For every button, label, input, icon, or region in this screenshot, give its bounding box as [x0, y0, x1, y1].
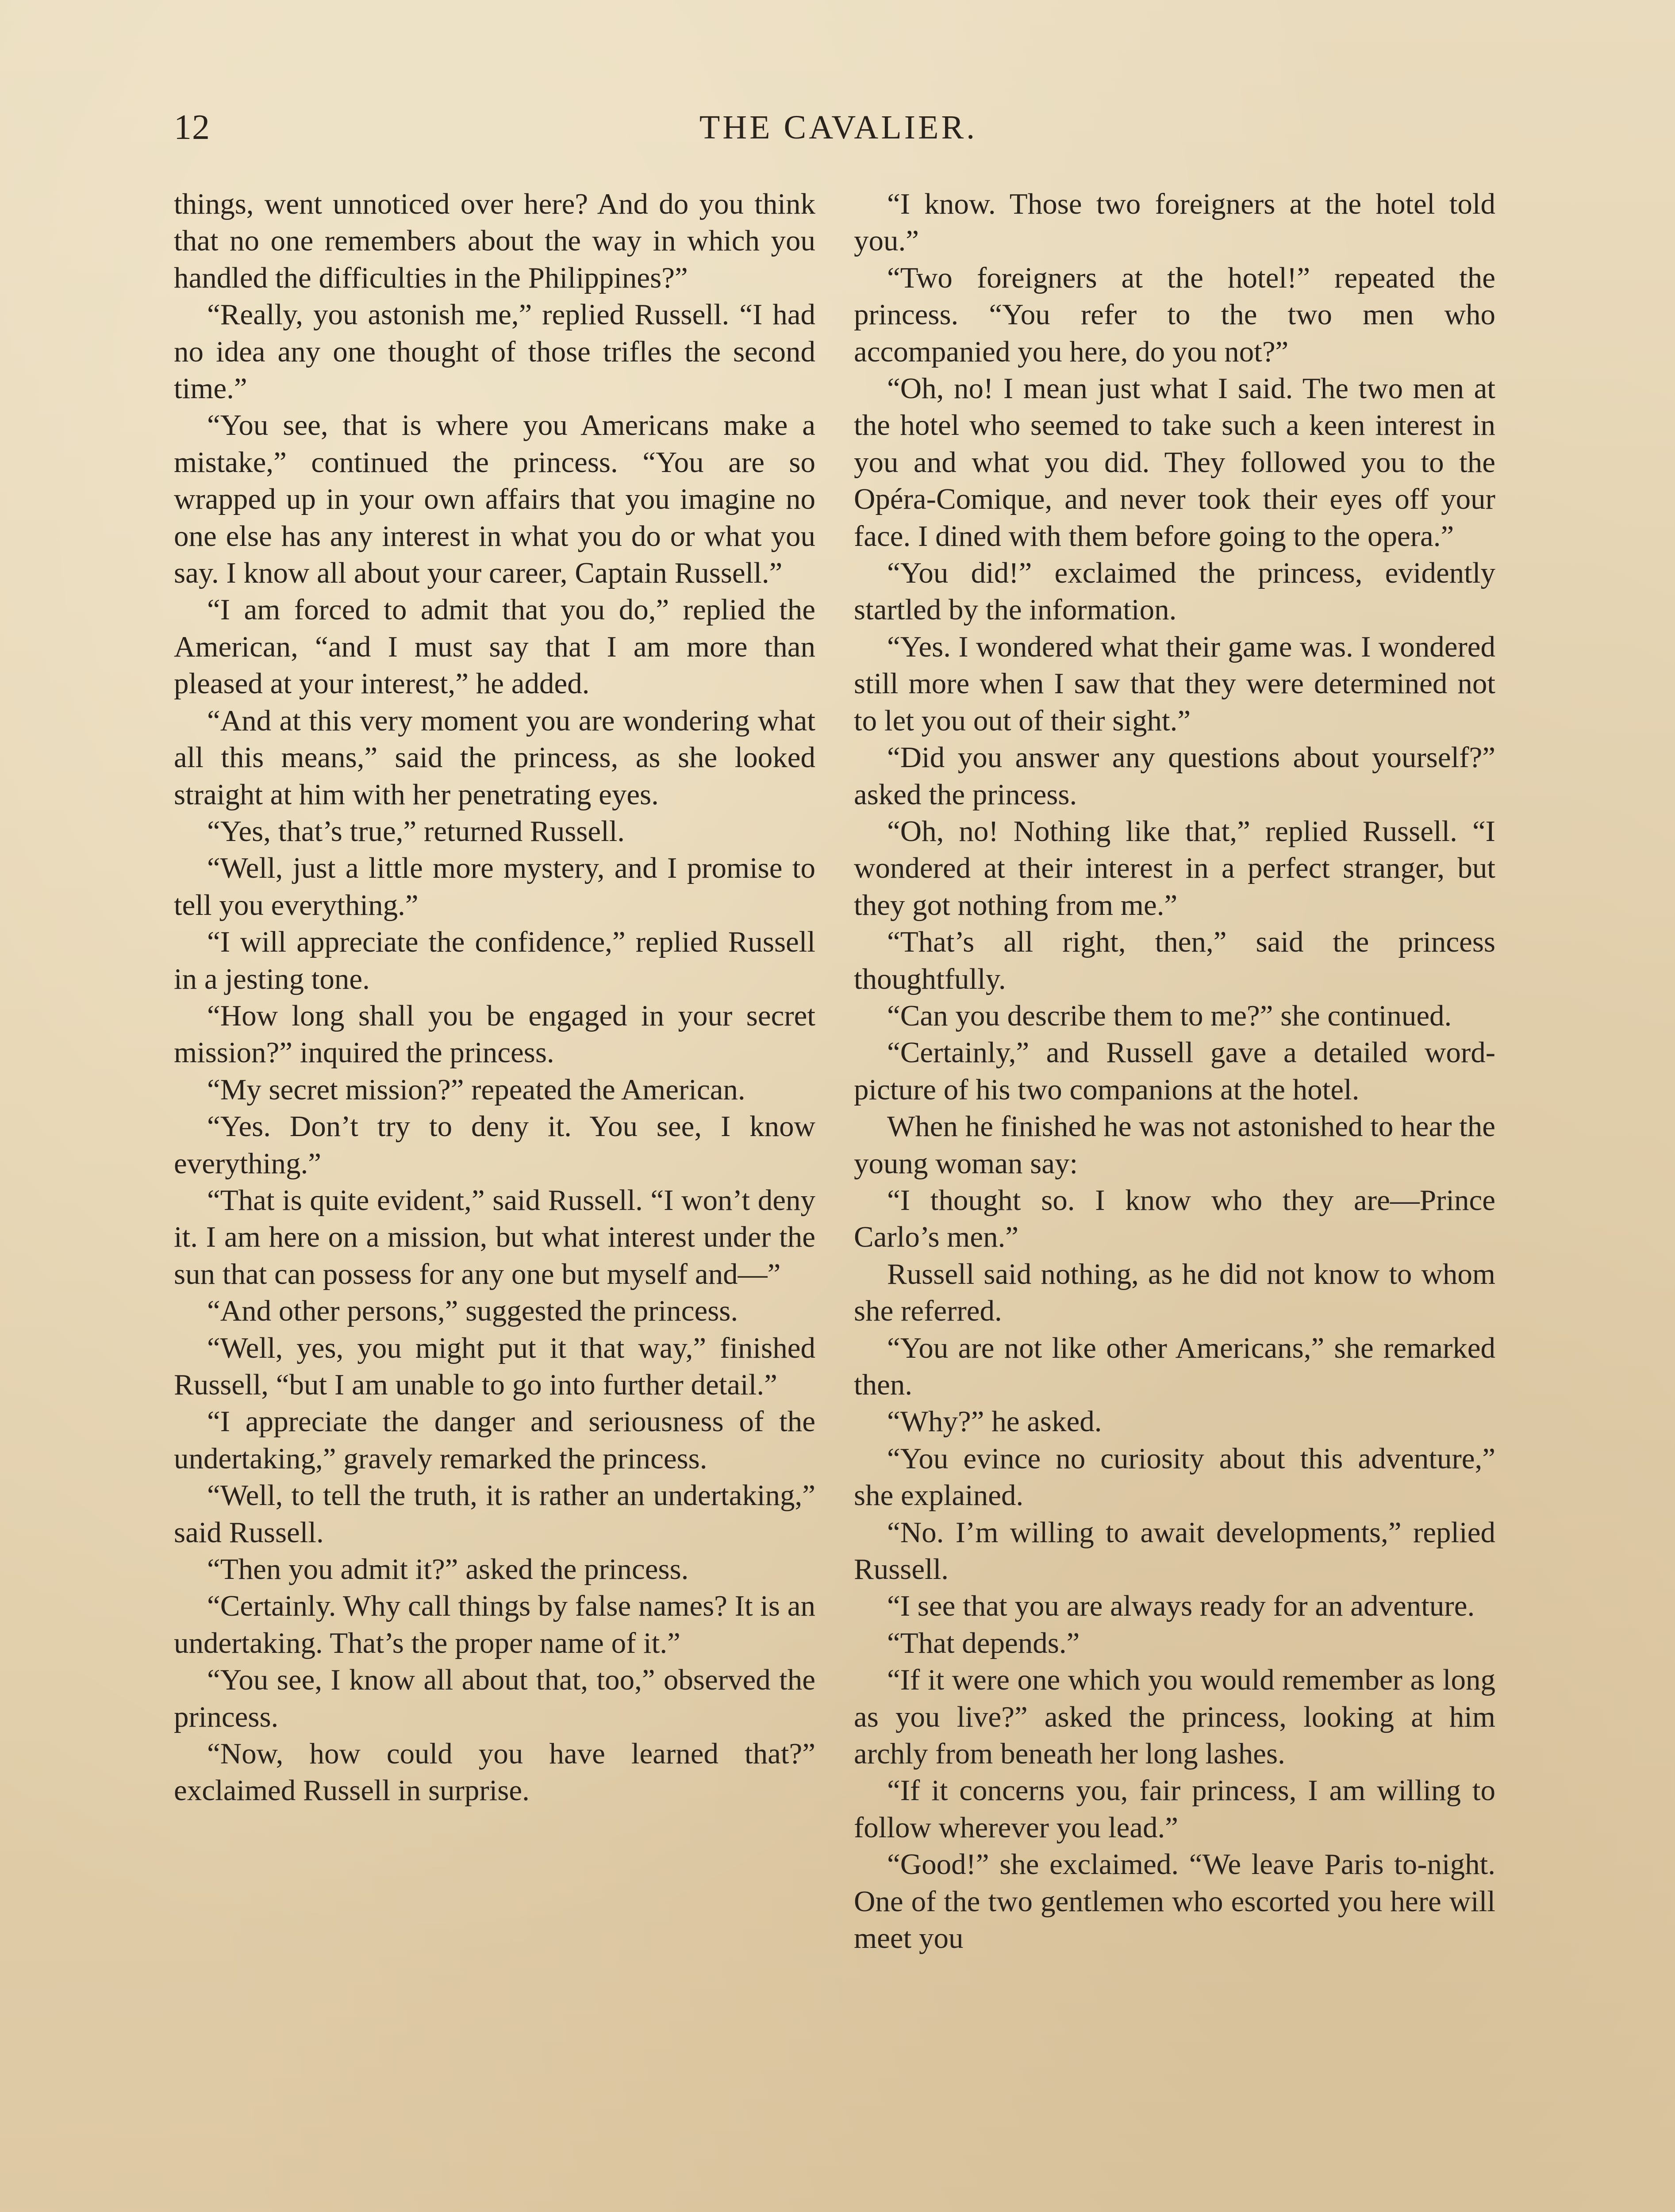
paragraph: “I see that you are always ready for an adventure.	[887, 1590, 1475, 1623]
paragraph: “My secret mission?” repeated the American.	[207, 1073, 745, 1106]
paragraph: “Yes. I wondered what their game was. I wondered still more when I saw that they were determined not to let you out of their sight.”	[854, 630, 1495, 737]
paragraph: “I thought so. I know who they are—Prince Carlo’s men.”	[854, 1183, 1495, 1254]
paragraph: “That depends.”	[887, 1626, 1080, 1659]
paragraph: “How long shall you be engaged in your secret mission?” inquired the princess.	[174, 999, 815, 1069]
paragraph: “No. I’m willing to await developments,” replied Russell.	[854, 1516, 1495, 1586]
paragraph: “I appreciate the danger and seriousness of the undertaking,” gravely remarked the princess.	[174, 1405, 815, 1475]
paragraph: “That’s all right, then,” said the princess thoughtfully.	[854, 926, 1495, 995]
paragraph: “Yes, that’s true,” returned Russell.	[207, 814, 625, 848]
paragraph: “Well, yes, you might put it that way,” finished Russell, “but I am unable to go into further detail.”	[174, 1331, 815, 1401]
paragraph: “And other persons,” suggested the princess.	[207, 1294, 738, 1328]
left-text-column	[174, 186, 815, 2212]
paragraph: things, went unnoticed over here? And do you think that no one remembers about the way in which you handled the difficulties in the Philippines?”	[174, 188, 815, 294]
paragraph: “Well, just a little more mystery, and I promise to tell you everything.”	[174, 852, 815, 922]
right-text-column	[854, 186, 1495, 2212]
paragraph: “That is quite evident,” said Russell. “I won’t deny it. I am here on a mission, but what interest under the sun that can possess for any one but myself and—”	[174, 1183, 815, 1290]
paragraph: “Can you describe them to me?” she continued.	[887, 999, 1452, 1032]
paragraph: “I am forced to admit that you do,” replied the American, “and I must say that I am more than pleased at your interest,” he added.	[174, 593, 815, 700]
paragraph: “You did!” exclaimed the princess, evidently startled by the information.	[854, 557, 1495, 626]
paragraph: “Certainly. Why call things by false names? It is an undertaking. That’s the proper name of it.”	[174, 1590, 815, 1659]
paragraph: “You see, I know all about that, too,” observed the princess.	[174, 1663, 815, 1733]
paragraph: “Well, to tell the truth, it is rather an undertaking,” said Russell.	[174, 1479, 815, 1549]
paragraph: “Now, how could you have learned that?” exclaimed Russell in surprise.	[174, 1737, 815, 1807]
paragraph: “Certainly,” and Russell gave a detailed word-picture of his two companions at the hotel.	[854, 1036, 1495, 1106]
paragraph: “If it concerns you, fair princess, I am willing to follow wherever you lead.”	[854, 1774, 1495, 1844]
page-number: 12	[174, 108, 210, 147]
paragraph: “Then you admit it?” asked the princess.	[207, 1553, 689, 1586]
paragraph: “Oh, no! Nothing like that,” replied Russell. “I wondered at their interest in a perfect stranger, but they got nothing from me.”	[854, 814, 1495, 922]
paragraph: “You see, that is where you Americans make a mistake,” continued the princess. “You are so wrapped up in your own affairs that you imagine no one else has any interest in what you do or what you say. I know all about your career, Captain Russell.”	[174, 409, 815, 590]
paragraph: “I will appreciate the confidence,” replied Russell in a jesting tone.	[174, 926, 815, 995]
paragraph: “Really, you astonish me,” replied Russell. “I had no idea any one thought of those trifles the second time.”	[174, 298, 815, 405]
paragraph: “Did you answer any questions about yourself?” asked the princess.	[854, 741, 1495, 811]
paragraph: “You evince no curiosity about this adventure,” she explained.	[854, 1442, 1495, 1512]
paragraph: “You are not like other Americans,” she remarked then.	[854, 1331, 1495, 1401]
paragraph: “And at this very moment you are wondering what all this means,” said the princess, as she looked straight at him with her penetrating eyes.	[174, 704, 815, 811]
paragraph: When he finished he was not astonished to hear the young woman say:	[854, 1110, 1495, 1180]
paragraph: Russell said nothing, as he did not know to whom she referred.	[854, 1257, 1495, 1328]
paragraph: “If it were one which you would remember as long as you live?” asked the princess, looking at him archly from beneath her long lashes.	[854, 1663, 1495, 1770]
paragraph: “I know. Those two foreigners at the hotel told you.”	[854, 188, 1495, 257]
running-head: THE CAVALIER.	[699, 109, 978, 146]
paragraph: “Yes. Don’t try to deny it. You see, I know everything.”	[174, 1110, 815, 1180]
paragraph: “Two foreigners at the hotel!” repeated the princess. “You refer to the two men who accompanied you here, do you not?”	[854, 261, 1495, 368]
paragraph: “Why?” he asked.	[887, 1405, 1102, 1438]
paragraph: “Oh, no! I mean just what I said. The two men at the hotel who seemed to take such a keen interest in you and what you did. They followed you to the Opéra-Comique, and never took their eyes off your face. I dined with them before going to the opera.”	[854, 372, 1495, 553]
paragraph: “Good!” she exclaimed. “We leave Paris to-night. One of the two gentlemen who escorted you here will meet you	[854, 1848, 1495, 1955]
